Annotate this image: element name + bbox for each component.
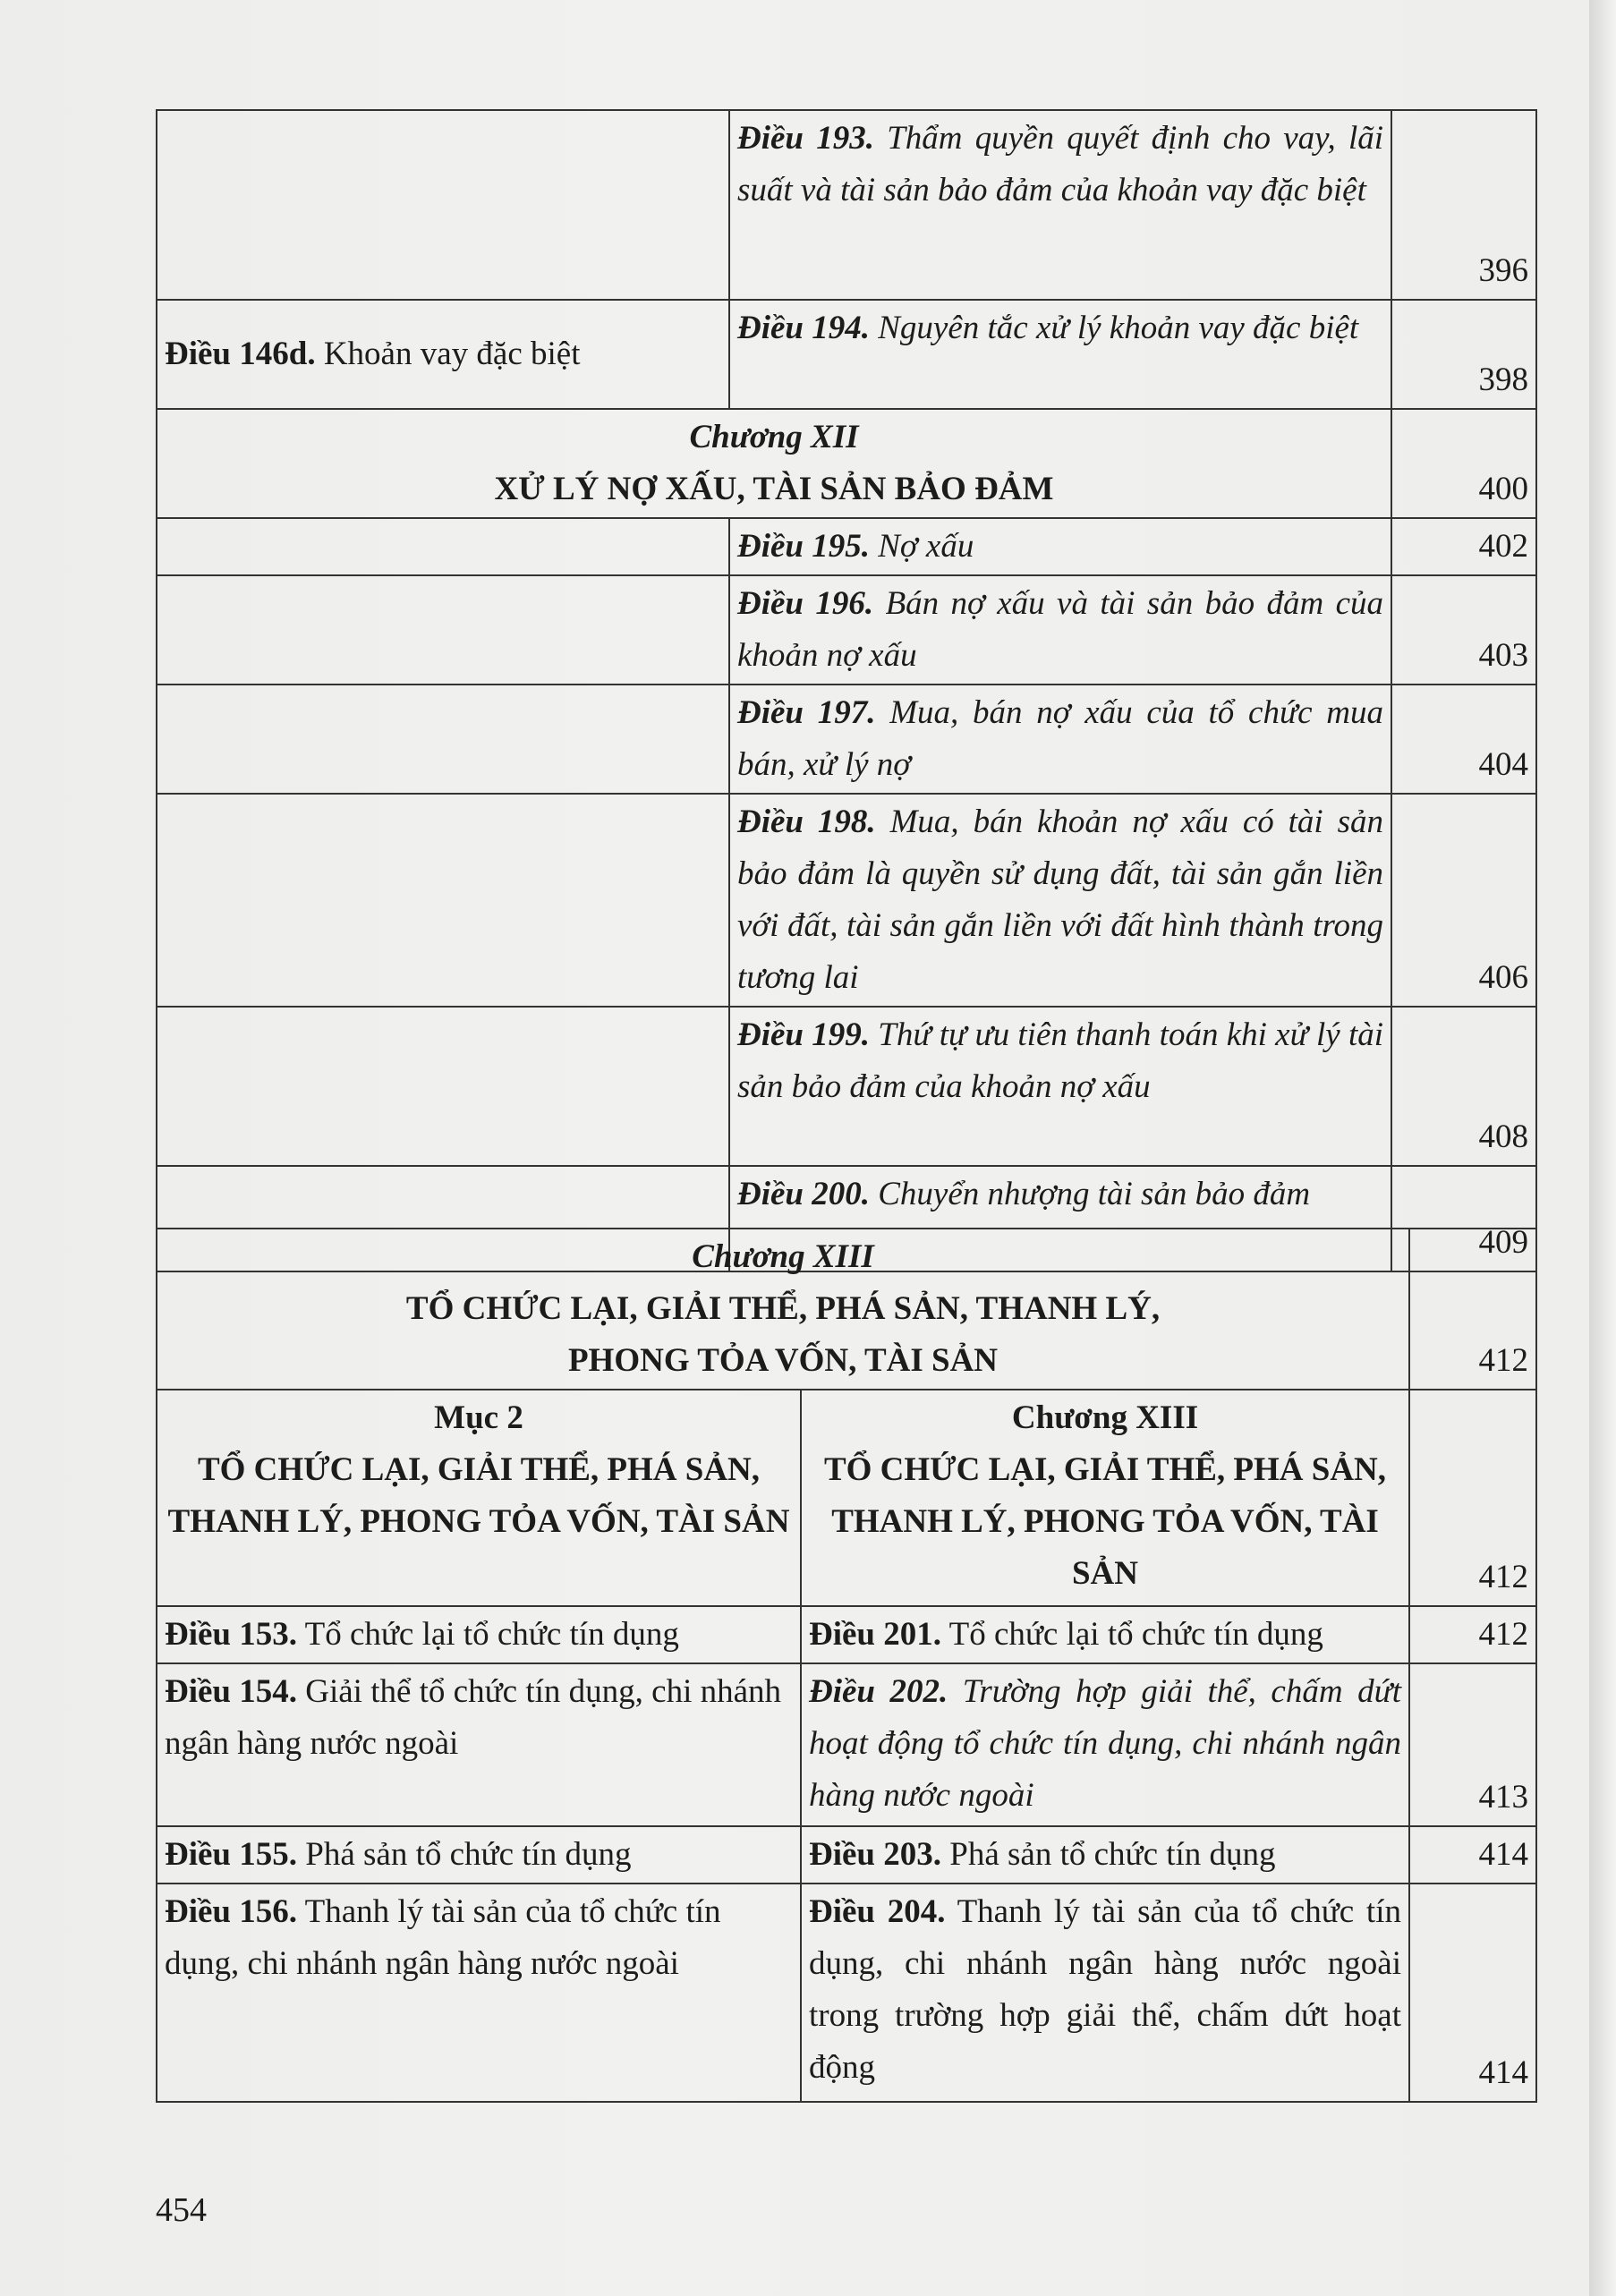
page-number-cell: 414 <box>1409 1884 1536 2102</box>
page-number-cell: 412 <box>1409 1390 1536 1606</box>
old-article-cell <box>157 110 729 300</box>
page-edge <box>1589 0 1616 2296</box>
chapter-heading: Chương XII XỬ LÝ NỢ XẤU, TÀI SẢN BẢO ĐẢM <box>157 409 1391 518</box>
old-article-cell: Điều 153. Tổ chức lại tổ chức tín dụng <box>157 1606 801 1663</box>
page-number-cell: 412 <box>1409 1606 1536 1663</box>
table-row <box>157 518 1536 575</box>
table-row <box>157 1884 1536 2102</box>
old-article-cell <box>157 685 729 794</box>
new-article-cell: Điều 199. Thứ tự ưu tiên thanh toán khi xử lý tài sản bảo đảm của khoản nợ xấu <box>729 1007 1391 1166</box>
new-article-cell: Điều 202. Trường hợp giải thể, chấm dứt hoạt động tổ chức tín dụng, chi nhánh ngân hàng nước ngoài <box>801 1663 1409 1826</box>
old-article-cell <box>157 794 729 1007</box>
page-number-cell: 406 <box>1391 794 1536 1007</box>
page-number-cell: 409 <box>1391 1166 1536 1271</box>
new-article-cell: Điều 195. Nợ xấu <box>729 518 1391 575</box>
page-number-cell: 413 <box>1409 1663 1536 1826</box>
table-row <box>157 300 1536 409</box>
old-article-cell: Điều 146d. Khoản vay đặc biệt <box>157 300 729 409</box>
table-row <box>157 685 1536 794</box>
old-section-heading: Mục 2 TỔ CHỨC LẠI, GIẢI THỂ, PHÁ SẢN, THANH LÝ, PHONG TỎA VỐN, TÀI SẢN <box>157 1390 801 1606</box>
section-row <box>157 1390 1536 1606</box>
new-article-cell: Điều 194. Nguyên tắc xử lý khoản vay đặc biệt <box>729 300 1391 409</box>
page-number-cell: 403 <box>1391 575 1536 685</box>
page-number-cell: 400 <box>1391 409 1536 518</box>
chapter-row <box>157 1229 1536 1390</box>
old-article-cell: Điều 154. Giải thể tổ chức tín dụng, chi nhánh ngân hàng nước ngoài <box>157 1663 801 1826</box>
page-number-cell: 408 <box>1391 1007 1536 1166</box>
old-article-cell <box>157 518 729 575</box>
old-article-cell: Điều 156. Thanh lý tài sản của tổ chức tín dụng, chi nhánh ngân hàng nước ngoài <box>157 1884 801 2102</box>
new-article-cell: Điều 193. Thẩm quyền quyết định cho vay, lãi suất và tài sản bảo đảm của khoản vay đặc biệt <box>729 110 1391 300</box>
table-row <box>157 1606 1536 1663</box>
new-chapter-heading: Chương XIII TỔ CHỨC LẠI, GIẢI THỂ, PHÁ SẢN, THANH LÝ, PHONG TỎA VỐN, TÀI SẢN <box>801 1390 1409 1606</box>
new-article-cell: Điều 201. Tổ chức lại tổ chức tín dụng <box>801 1606 1409 1663</box>
new-article-cell: Điều 197. Mua, bán nợ xấu của tổ chức mua bán, xử lý nợ <box>729 685 1391 794</box>
table-row <box>157 1007 1536 1166</box>
page-number-cell: 404 <box>1391 685 1536 794</box>
page-number-cell: 396 <box>1391 110 1536 300</box>
table-row <box>157 1826 1536 1884</box>
new-article-cell: Điều 203. Phá sản tổ chức tín dụng <box>801 1826 1409 1884</box>
page-number-cell: 412 <box>1409 1229 1536 1390</box>
page-number-cell: 398 <box>1391 300 1536 409</box>
old-article-cell <box>157 575 729 685</box>
new-article-cell: Điều 200. Chuyển nhượng tài sản bảo đảm <box>729 1166 1391 1271</box>
old-article-cell <box>157 1007 729 1166</box>
toc-table-2 <box>156 1228 1537 2103</box>
page-number-cell: 402 <box>1391 518 1536 575</box>
table-row <box>157 575 1536 685</box>
table-row <box>157 1663 1536 1826</box>
table-row <box>157 110 1536 300</box>
toc-table-1 <box>156 109 1537 1272</box>
new-article-cell: Điều 196. Bán nợ xấu và tài sản bảo đảm của khoản nợ xấu <box>729 575 1391 685</box>
chapter-row <box>157 409 1536 518</box>
chapter-heading: Chương XIII TỔ CHỨC LẠI, GIẢI THỂ, PHÁ SẢN, THANH LÝ, PHONG TỎA VỐN, TÀI SẢN <box>157 1229 1409 1390</box>
new-article-cell: Điều 198. Mua, bán khoản nợ xấu có tài sản bảo đảm là quyền sử dụng đất, tài sản gắn liền với đất, tài sản gắn liền với đất hình thành trong tương lai <box>729 794 1391 1007</box>
page-number: 454 <box>156 2191 207 2229</box>
new-article-cell: Điều 204. Thanh lý tài sản của tổ chức tín dụng, chi nhánh ngân hàng nước ngoài trong trường hợp giải thể, chấm dứt hoạt động <box>801 1884 1409 2102</box>
table-row <box>157 794 1536 1007</box>
page-number-cell: 414 <box>1409 1826 1536 1884</box>
old-article-cell: Điều 155. Phá sản tổ chức tín dụng <box>157 1826 801 1884</box>
